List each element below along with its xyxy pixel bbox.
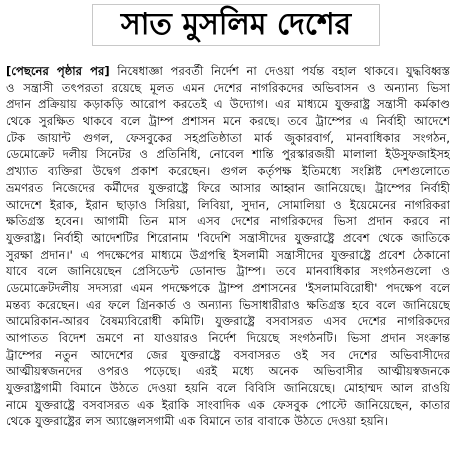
article-line: থেকে যুক্তরাষ্ট্রের লস অ্যাঞ্জেলসগামী এক বিমানে তার বাবাকে উঠতে দেওয়া হয়নি। [6, 414, 388, 429]
article-line: নামে যুক্তরাষ্ট্রে বসবাসরত এক ইরাকি সাংবাদিক এক ফেসবুক পোস্টে জানিয়েছেন, কাতার [6, 397, 450, 412]
article-line: আত্মীয়স্বজনদের ওপরও পড়েছে। এরই মধ্যে অনেক অভিবাসীর আত্মীয়স্বজনকে [6, 364, 450, 379]
continuation-label: [পেছনের পৃষ্ঠার পর] [6, 64, 110, 78]
headline: সাত মুসলিম দেশের [120, 7, 352, 42]
article-line: মন্তব্য করেছেন। এর ফলে গ্রিনকার্ড ও অন্যান্য ভিসাধারীরাও ক্ষতিগ্রস্ত হবে বলে জানিয়েছে [6, 297, 450, 312]
article-line: যাবে বলে জানিয়েছেন প্রেসিডেন্ট ডোনাল্ড ট্রাম্প। তবে মানবাধিকার সংগঠনগুলো ও [6, 264, 450, 279]
article-line: ট্রাম্পের নতুন আদেশের জের যুক্তরাষ্ট্রে বসবাসরত ওই সব দেশের অভিবাসীদের [6, 347, 450, 362]
article-line: আদেশে ইরাক, ইরান ছাড়াও সিরিয়া, লিবিয়া, সুদান, সোমালিয়া ও ইয়েমেনের নাগরিকরা [6, 197, 450, 212]
article-line: প্রদান প্রক্রিয়ায় কড়াকড়ি আরোপ করতেই এ উদ্যোগ। এর মাধ্যমে যুক্তরাষ্ট্র সন্ত্রাসী কর্মকাণ্ড [6, 97, 450, 112]
article-line: আপাতত বিদেশ ভ্রমণে না যাওয়ারও নির্দেশ দিয়েছে সংগঠনটি। ভিসা প্রদান সংক্রান্ত [6, 331, 450, 345]
article-line: ভ্রমণরত নিজেদের কর্মীদের যুক্তরাষ্ট্রে ফিরে আসার আহ্বান জানিয়েছে। ট্রাম্পের নির্বাহী [6, 180, 450, 195]
article-line: ক্ষতিগ্রস্ত হবেন। আগামী তিন মাস এসব দেশের নাগরিকদের ভিসা প্রদান করবে না [6, 214, 450, 229]
article-line: আমেরিকান-আরব বৈষম্যবিরোধী কমিটি। যুক্তরাষ্ট্রে বসবাসরত এসব দেশের নাগরিকদের [6, 314, 450, 329]
article-line: থেকে সুরক্ষিত থাকবে বলে ট্রাম্প প্রশাসন মনে করছে। তবে ট্রাম্পের এ নির্বাহী আদেশে [6, 114, 450, 129]
article-line [6, 63, 450, 80]
article-line-text: নিষেধাজ্ঞা পরবর্তী নির্দেশ না দেওয়া পর্যন্ত বহাল থাকবে। যুদ্ধবিধ্বস্ত [109, 64, 450, 78]
article-line: টেক জায়ান্ট গুগল, ফেসবুকের সহপ্রতিষ্ঠাতা মার্ক জুকারবার্গ, মানবাধিকার সংগঠন, [6, 130, 450, 145]
article-line: ডেমোক্রেটদলীয় সদস্যরা এমন পদক্ষেপকে ট্রাম্প প্রশাসনের 'ইসলামবিরোধী' পদক্ষেপ বলে [6, 280, 450, 295]
article-line: সুরক্ষা প্রদান।' এ পদক্ষেপের মাধ্যমে উগ্রপন্থি ইসলামী সন্ত্রাসীদের যুক্তরাষ্ট্রে প্রবেশ ঠেকানো [6, 247, 450, 262]
article-body [6, 63, 450, 430]
article-line: যুক্তরাষ্ট্রগামী বিমানে উঠতে দেওয়া হয়নি বলে বিবিসি জানিয়েছে। মোহাম্মদ আল রাওয়ি [6, 381, 450, 396]
headline-box [92, 4, 380, 46]
article-line: ও সন্ত্রাসী তৎপরতা রয়েছে মূলত এমন দেশের নাগরিকদের অভিবাসন ও অন্যান্য ভিসা [6, 80, 450, 95]
article-line: যুক্তরাষ্ট্র। নির্বাহী আদেশটির শিরোনাম 'বিদেশি সন্ত্রাসীদের যুক্তরাষ্ট্রে প্রবেশ থেকে জাতিকে [6, 230, 450, 245]
article-line: প্রখ্যাত ব্যক্তিরা উদ্বেগ প্রকাশ করেছেন। গুগল কর্তৃপক্ষ ইতিমধ্যে সংশ্লিষ্ট দেশগুলোতে [6, 164, 450, 179]
article-line: ডেমোক্রেট দলীয় সিনেটর ও প্রতিনিধি, নোবেল শান্তি পুরস্কারজয়ী মালালা ইউসুফজাইসহ [6, 147, 450, 162]
